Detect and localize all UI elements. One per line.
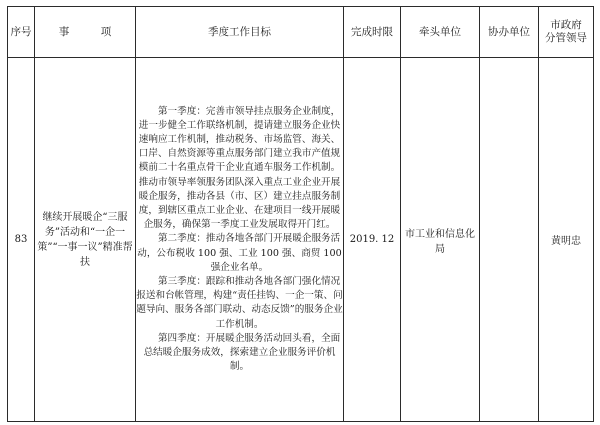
header-assist-unit: 协办单位 <box>480 7 539 58</box>
cell-leader: 黄明忠 <box>539 58 594 422</box>
header-lead-unit: 牵头单位 <box>401 7 480 58</box>
document-sheet <box>7 6 593 422</box>
header-deadline: 完成时限 <box>344 7 401 58</box>
cell-deadline: 2019. 12 <box>344 58 401 422</box>
goal-q4: 第四季度：开展暖企服务活动回头看，全面总结暖企服务成效，探索建立企业服务评价机制。 <box>143 332 341 373</box>
cell-seq: 83 <box>8 58 35 422</box>
cell-item: 继续开展暖企“三服务”活动和“一企一策”“一事一议”精准帮扶 <box>35 58 136 422</box>
header-item: 事 项 <box>35 7 136 58</box>
header-goal: 季度工作目标 <box>136 7 344 58</box>
goal-q1: 第一季度：完善市领导挂点服务企业制度，进一步健全工作联络机制，提请建立服务企业快速响应工作机制，推动税务、市场监管、海关、口岸、自然资源等重点服务部门建立我市产值规模前二十名重点骨干企业直通车服务工作机制。推动市领导率领服务团队深入重点工业企业开展暖企服务，推动各县（市、区）建立挂点服务制度，到辖区重点工业企业、在建项目一线开展暖企服务，确保第一季度工业发展取得开门红。 <box>138 105 341 231</box>
header-leader-line2: 分管领导 <box>545 32 587 44</box>
header-leader-line1: 市政府 <box>550 19 582 31</box>
header-row <box>8 7 594 58</box>
goal-q2: 第二季度：推动各地各部门开展暖企服务活动，公布税收 100 强、工业 100 强、商贸 100 强企业名单。 <box>137 233 342 273</box>
goal-q3: 第三季度：跟踪和推动各地各部门强化情况报送和台帐管理，构建“责任挂钩、一企一策、问题导向、服务各部门联动、动态反馈”的服务企业工作机制。 <box>136 276 343 330</box>
header-leader <box>539 7 594 58</box>
cell-goal <box>136 58 344 422</box>
cell-assist-unit <box>480 58 539 422</box>
table-row <box>8 58 594 422</box>
task-table <box>7 6 594 422</box>
cell-lead-unit: 市工业和信息化局 <box>401 58 480 422</box>
header-seq: 序号 <box>8 7 35 58</box>
